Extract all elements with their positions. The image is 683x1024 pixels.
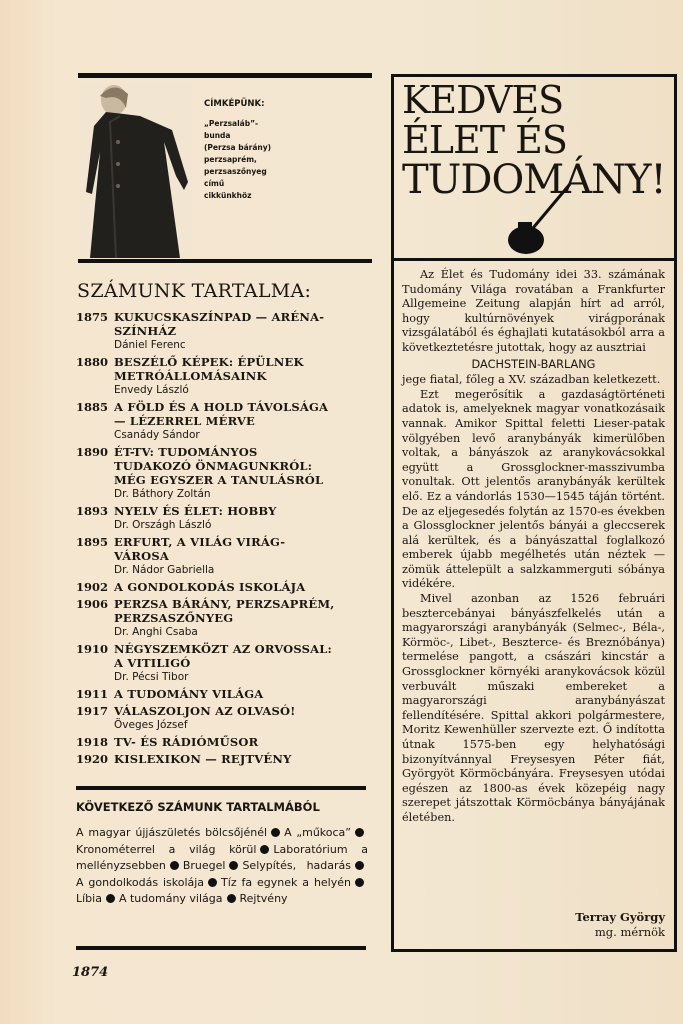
toc-entry	[76, 445, 376, 501]
toc-page-number: 1910	[76, 642, 109, 656]
toc-page-number: 1893	[76, 504, 109, 518]
toc-title: VÁLASZOLJON AZ OLVASÓ!	[114, 704, 296, 718]
letter-paragraph: Az Élet és Tudomány idei 33. számának Tudomány Világa rovatában a Frankfurter Allgemeine Zeitung alapján hírt ad arról, hogy kultúrnövények virágporának vizsgálatából és éghajlati kutatásokból arra a következtetésre jutottak, hogy az ausztriai	[402, 268, 665, 354]
rule-below-next-issue	[76, 946, 366, 950]
toc-author: Öveges József	[114, 719, 188, 731]
toc-title: PERZSA BÁRÁNY, PERZSAPRÉM, PERZSASZŐNYEG	[114, 597, 335, 625]
toc-entry	[76, 504, 376, 532]
next-issue-list	[76, 825, 368, 908]
caption-line: bunda	[204, 131, 231, 140]
toc-page-number: 1885	[76, 400, 109, 414]
banner-divider	[391, 258, 677, 261]
next-issue-item: Selypítés, hadarás	[242, 859, 351, 872]
banner-line: KEDVES	[402, 78, 564, 122]
toc-page-number: 1906	[76, 597, 109, 611]
inkwell-icon	[500, 178, 620, 258]
next-issue-item: Rejtvény	[239, 892, 288, 905]
top-rule-left	[78, 73, 372, 78]
caption-heading: CÍMKÉPÜNK:	[204, 99, 265, 109]
next-issue-item: Bruegel	[182, 859, 226, 872]
next-issue-item: Líbia	[76, 892, 102, 905]
toc-entry	[76, 400, 376, 442]
toc-entry	[76, 687, 376, 701]
next-issue-item: A tudomány világa	[118, 892, 223, 905]
next-issue-item: A magyar újjászületés bölcsőjénél	[76, 826, 268, 839]
toc-author: Dániel Ferenc	[114, 339, 186, 351]
next-issue-item: Laboratórium a mellényzsebben	[76, 842, 368, 872]
toc-title: KUKUCSKASZÍNPAD — ARÉNA- SZÍNHÁZ	[114, 310, 325, 338]
toc-entry	[76, 597, 376, 639]
toc-entry	[76, 310, 376, 352]
next-issue-item: Tíz fa egynek a helyén	[221, 875, 351, 889]
signature-title: mg. mérnök	[594, 925, 665, 939]
toc-entry	[76, 535, 376, 577]
table-of-contents	[76, 310, 376, 769]
toc-title: ÉT-TV: TUDOMÁNYOS TUDAKOZÓ ÖNMAGUNKRÓL: MÉG EGYSZER A TANULÁSRÓL	[114, 445, 324, 487]
caption-line: „Perzsaláb”-	[204, 119, 259, 128]
rule-above-next-issue	[76, 786, 366, 790]
caption-line: (Perzsa bárány)	[204, 143, 272, 152]
toc-page-number: 1895	[76, 535, 109, 549]
cover-photo-woman-in-fur-coat	[80, 82, 192, 258]
page-number: 1874	[72, 965, 109, 980]
bullet-icon	[355, 828, 364, 837]
toc-title: A TUDOMÁNY VILÁGA	[114, 687, 264, 701]
toc-page-number: 1890	[76, 445, 109, 459]
next-issue-title: KÖVETKEZŐ SZÁMUNK TARTALMÁBÓL	[76, 800, 320, 814]
bullet-icon	[271, 828, 280, 837]
next-issue-item: Kronométerrel a világ körül	[76, 842, 257, 856]
letter-paragraph: jege fiatal, főleg a XV. században keletkezett.	[402, 373, 661, 387]
show-through-print	[390, 8, 680, 70]
toc-entry	[76, 355, 376, 397]
toc-page-number: 1917	[76, 704, 109, 718]
bullet-icon	[355, 878, 364, 887]
toc-author: Dr. Pécsi Tibor	[114, 671, 189, 683]
toc-author: Dr. Báthory Zoltán	[114, 488, 211, 500]
bullet-icon	[355, 861, 364, 870]
toc-title: BESZÉLŐ KÉPEK: ÉPÜLNEK METRÓÁLLOMÁSAINK	[114, 355, 304, 383]
toc-author: Dr. Országh László	[114, 519, 212, 531]
letter-paragraph: Ezt megerősítik a gazdaságtörténeti adatok is, amelyeknek magyar vonatkozásaik vannak. Amikor Spittal feletti Lieser-patak völgyében levő aranybányák kimerülőben voltak, a bányászok az aranykovácsokkal együtt a Grossglockner-masszivumba vonultak. Ott jelentős aranybányák kerültek elő. Ez a vándorlás 1530—1545 táján történt. De az eljegesedés folytán az 1570-es években a Glossglockner jelentős bányái a gleccserek alá kerültek, és a bányászattal foglalkozó emberek újabb megélhetés után néztek — zömük áttelepült a salzkammerguti sóbánya vidékére.	[402, 387, 665, 591]
toc-title: A GONDOLKODÁS ISKOLÁJA	[114, 580, 306, 594]
caption-line: című	[204, 179, 225, 188]
letter-paragraph: Mivel azonban az 1526 februári besztercebányai bányászfelkelés után a magyarországi aranybányák (Selmec-, Béla-, Körmöc-, Libet-, Beszterce- és Breznóbánya) termelése pangott, a császári kincstár a Grossglockner környéki aranykovácsok közül verbuvált műszaki embereket a magyarországi aranybányászat fellendítésére. Spittal akkori polgármestere, Moritz Kewenhüller szervezte ezt. Ő indította útnak 1575-ben egy helyhatósági bizonyítvánnyal Freysesyen Péter fiát, Györgyöt Körmöcbányára. Freysesyen utódai egészen az 1800-as évek közepéig nagy szerepet játszottak Körmöcbánya bányájának életében.	[402, 592, 665, 824]
toc-title: TV- ÉS RÁDIÓMŰSOR	[114, 735, 259, 749]
toc-title: ERFURT, A VILÁG VIRÁG- VÁROSA	[114, 535, 286, 563]
letter-subheading: DACHSTEIN-BARLANG	[471, 357, 596, 371]
toc-entry	[76, 704, 376, 732]
bullet-icon	[260, 845, 269, 854]
bullet-icon	[208, 878, 217, 887]
toc-entry	[76, 752, 376, 766]
banner-line: TUDOMÁNY!	[402, 157, 666, 203]
toc-page-number: 1911	[76, 687, 109, 701]
toc-author: Dr. Anghi Csaba	[114, 626, 198, 638]
toc-page-number: 1902	[76, 580, 109, 594]
toc-author: Csanády Sándor	[114, 429, 200, 441]
bullet-icon	[227, 894, 236, 903]
toc-author: Dr. Nádor Gabriella	[114, 564, 215, 576]
cover-caption	[204, 98, 324, 202]
toc-title: NYELV ÉS ÉLET: HOBBY	[114, 504, 277, 518]
signature-name: Terray György	[575, 910, 665, 924]
caption-line: perzsaszőnyeg	[204, 167, 267, 176]
letter-signature	[402, 910, 665, 940]
bullet-icon	[106, 894, 115, 903]
bullet-icon	[229, 861, 238, 870]
bullet-icon	[170, 861, 179, 870]
rule-below-photo	[78, 259, 372, 263]
toc-entry	[76, 735, 376, 749]
caption-line: cikkünkhöz	[204, 191, 252, 200]
toc-page-number: 1875	[76, 310, 109, 324]
contents-title: SZÁMUNK TARTALMA:	[77, 280, 312, 302]
toc-page-number: 1880	[76, 355, 109, 369]
toc-page-number: 1918	[76, 735, 109, 749]
letter-body	[402, 268, 665, 826]
toc-entry	[76, 642, 376, 684]
next-issue-item: A „műkoca”	[284, 826, 351, 839]
toc-title: NÉGYSZEMKÖZT AZ ORVOSSAL: A VITILIGÓ	[114, 642, 332, 670]
toc-title: A FÖLD ÉS A HOLD TÁVOLSÁGA — LÉZERREL MÉRVE	[114, 400, 329, 428]
toc-page-number: 1920	[76, 752, 109, 766]
caption-line: perzsaprém,	[204, 155, 257, 164]
next-issue-item: A gondolkodás iskolája	[76, 875, 205, 889]
toc-author: Envedy László	[114, 384, 189, 396]
toc-entry	[76, 580, 376, 594]
toc-title: KISLEXIKON — REJTVÉNY	[114, 752, 292, 766]
banner-line: ÉLET ÉS	[402, 118, 567, 162]
